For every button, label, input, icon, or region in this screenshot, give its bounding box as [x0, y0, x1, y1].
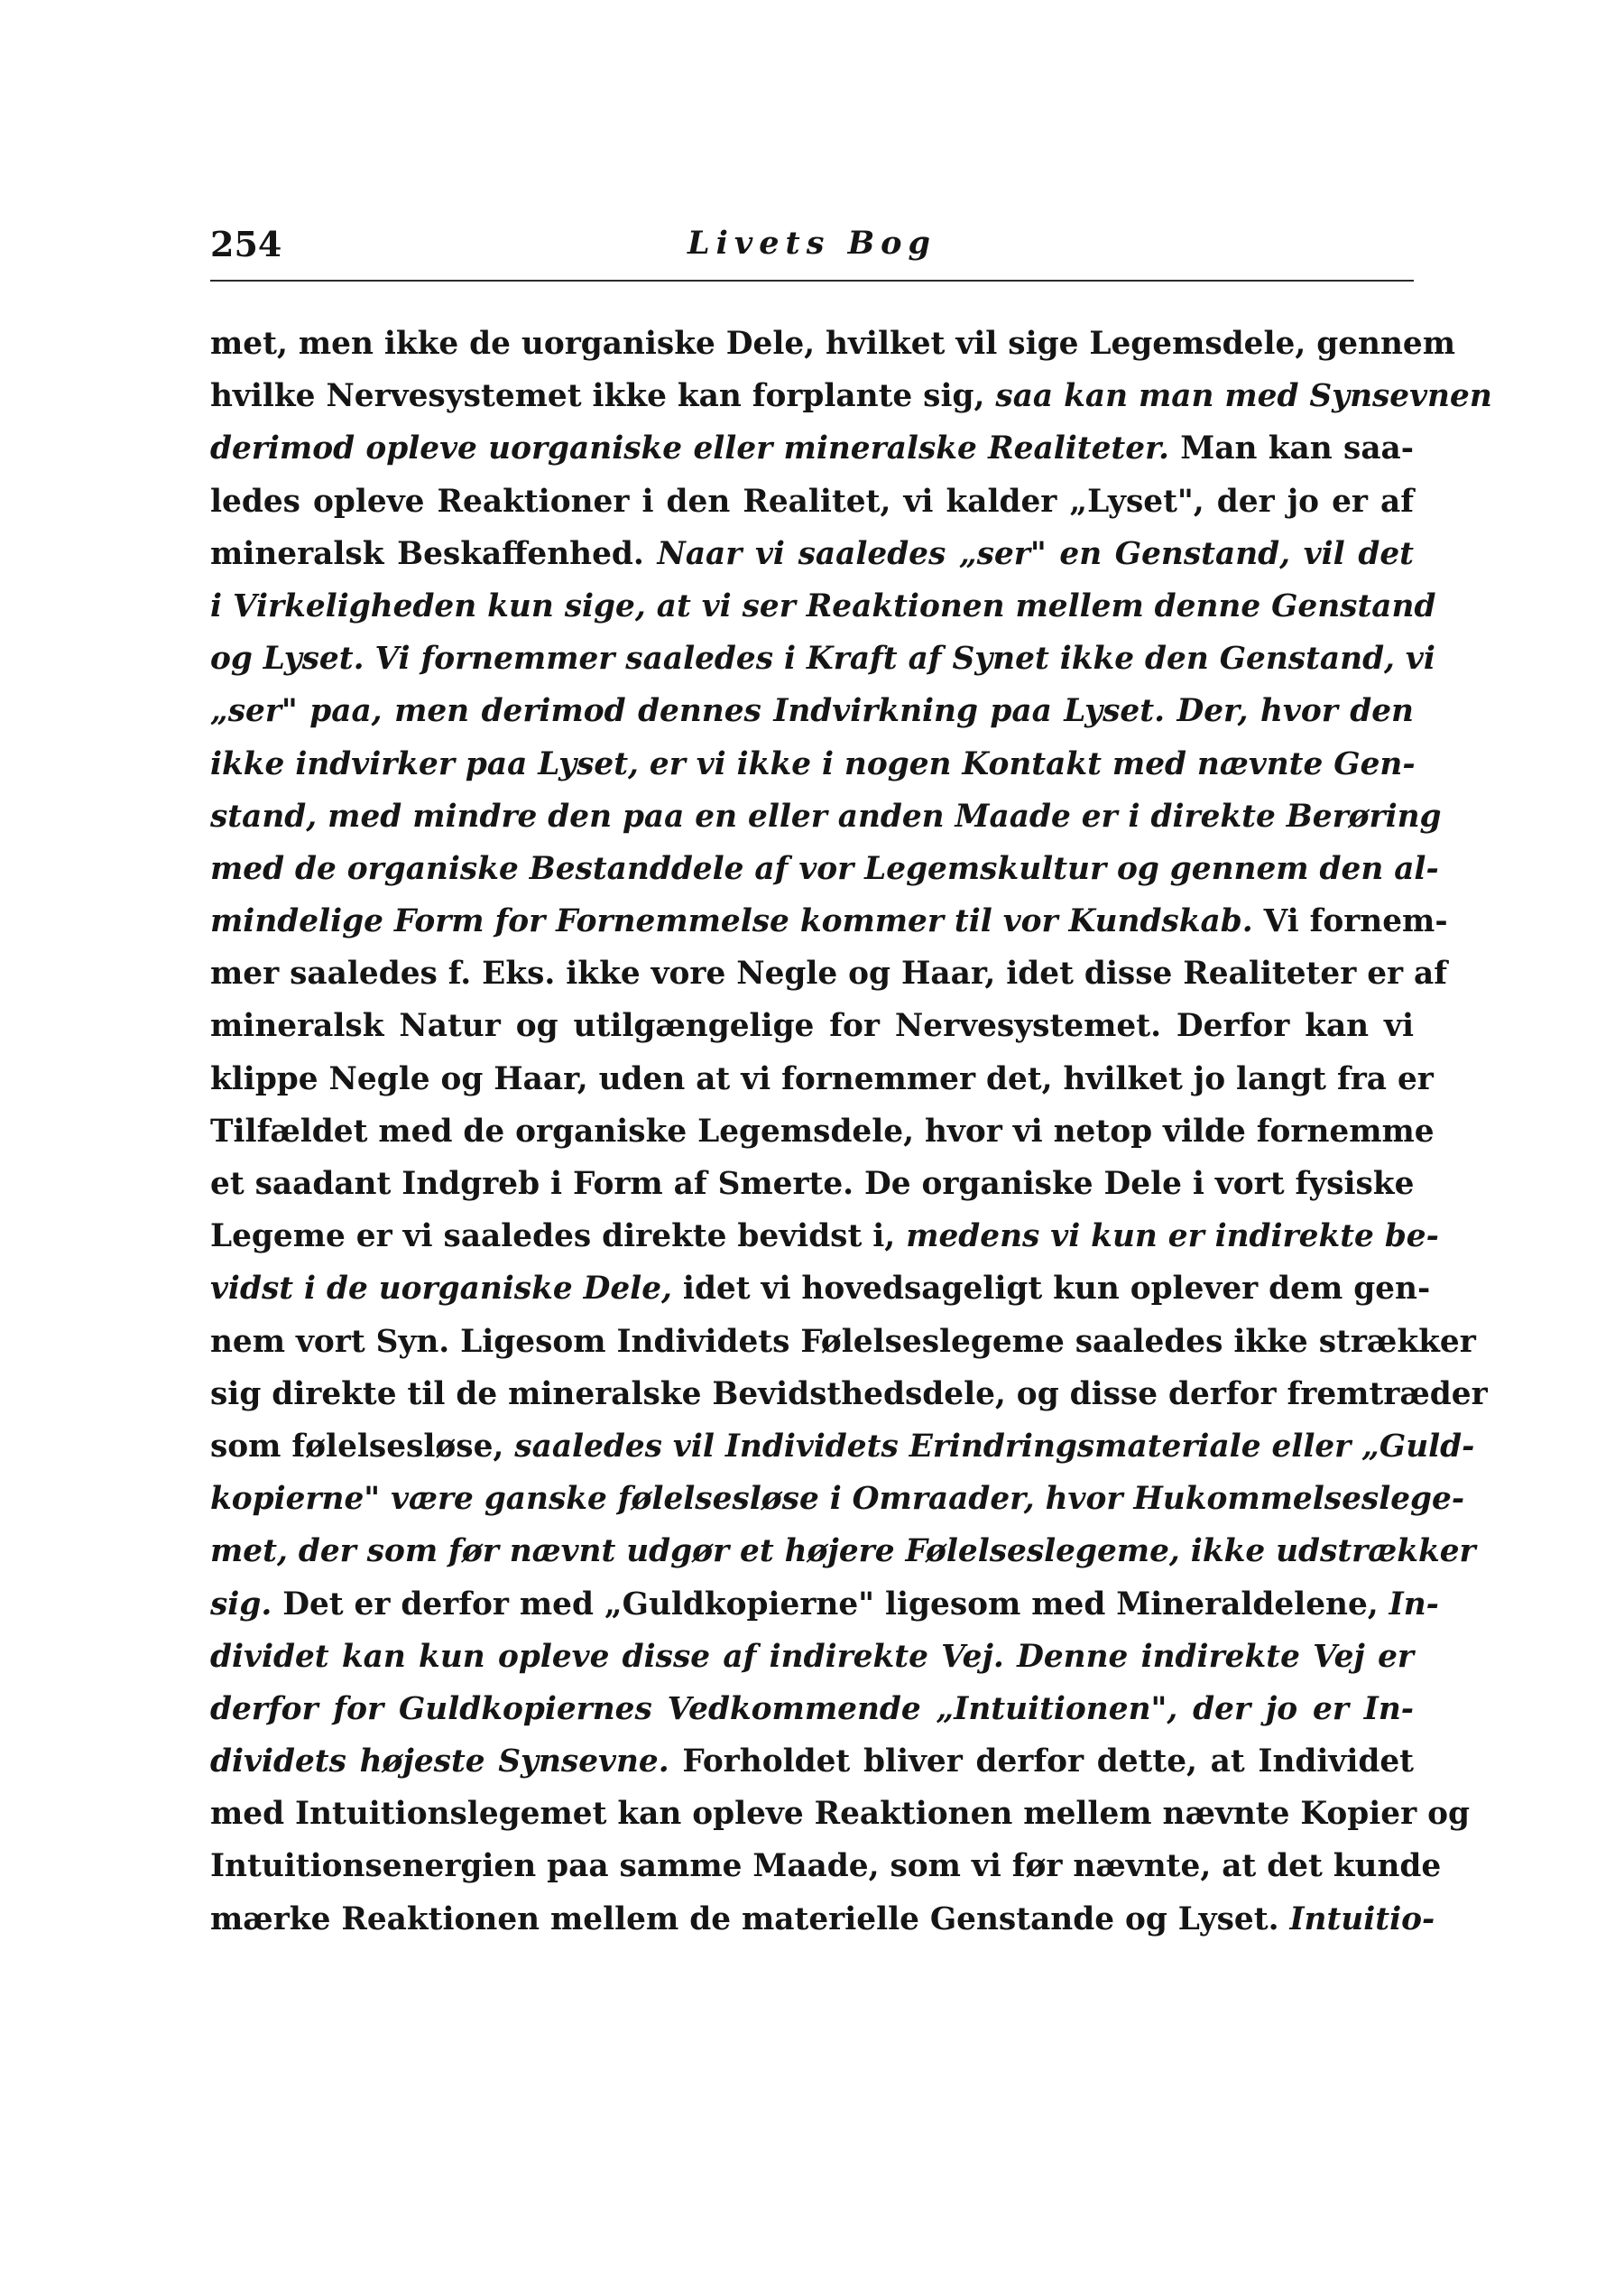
italic-text-run: medens vi kun er indirekte be-	[906, 1218, 1439, 1255]
text-line	[210, 1316, 1476, 1368]
text-line	[210, 1840, 1442, 1892]
running-title: Livets Bog	[687, 225, 937, 262]
text-run: mer saaledes f. Eks. ikke vore Negle og Haar, idet disse Realiteter er af	[210, 956, 1448, 993]
text-line	[210, 476, 1414, 528]
text-run: mærke Reaktionen mellem de materielle Genstande og Lyset.	[210, 1900, 1290, 1937]
text-run	[1004, 1639, 1017, 1675]
italic-text-run: Naar vi saaledes „ser" en Genstand, vil det	[657, 535, 1415, 572]
text-line	[210, 370, 1492, 422]
text-line	[210, 633, 1435, 685]
italic-text-run: In-	[1389, 1586, 1439, 1623]
italic-text-run: dividets højeste Synsevne.	[210, 1743, 669, 1780]
text-run: klippe Negle og Haar, uden at vi fornemmer det, hvilket jo langt fra er	[210, 1060, 1434, 1097]
text-run: sig direkte til de mineralske Bevidsthedsdele, og disse derfor fremtræder	[210, 1375, 1488, 1412]
text-line	[210, 1210, 1439, 1262]
italic-text-run: der jo er In-	[1193, 1690, 1414, 1727]
text-run: Forholdet bliver derfor dette, at Individet	[669, 1743, 1415, 1780]
text-run: Vi fornem-	[1252, 903, 1448, 940]
text-run: med Intuitionslegemet kan opleve Reaktionen mellem nævnte Kopier og	[210, 1796, 1470, 1833]
text-line	[210, 1000, 1414, 1052]
italic-text-run: stand, med mindre den paa en eller anden Maade er i direkte Berøring	[210, 798, 1442, 835]
italic-text-run: og Lyset. Vi fornemmer saaledes i Kraft af Synet ikke den Genstand, vi	[210, 641, 1435, 678]
text-line	[210, 422, 1414, 475]
text-run: Det er derfor med „Guldkopierne" ligesom med Mineraldelene,	[272, 1586, 1389, 1623]
italic-text-run: „ser" paa, men derimod dennes Indvirkning paa Lyset. Der, hvor den	[210, 693, 1414, 730]
text-run: hvilke Nervesystemet ikke kan forplante sig,	[210, 378, 996, 415]
text-line	[210, 528, 1414, 580]
text-line	[210, 1158, 1414, 1210]
text-line	[210, 738, 1414, 791]
italic-text-run: Denne indirekte Vej er	[1017, 1638, 1414, 1675]
text-line	[210, 1262, 1431, 1315]
text-line	[210, 1631, 1414, 1683]
italic-text-run: i Virkeligheden kun sige, at vi ser Reaktionen mellem denne Genstand	[210, 587, 1436, 624]
text-line	[210, 1525, 1476, 1577]
text-run: Legeme er vi saaledes direkte bevidst i,	[210, 1218, 907, 1255]
page-number: 254	[210, 224, 282, 264]
text-line	[210, 1053, 1434, 1105]
italic-text-run: vidst i de uorganiske Dele,	[210, 1271, 672, 1308]
text-line	[210, 1788, 1470, 1840]
text-line	[210, 580, 1436, 633]
text-line	[210, 948, 1448, 1000]
italic-text-run: met, der som før nævnt udgør et højere Følelseslegeme, ikke udstrækker	[210, 1533, 1476, 1570]
text-run	[1177, 1691, 1193, 1727]
text-run: ledes opleve Reaktioner i den Realitet, vi kalder „Lyset", der jo er af	[210, 483, 1414, 520]
italic-text-run: saa kan man med Synsevnen	[995, 378, 1492, 415]
text-line	[210, 843, 1439, 895]
text-line	[210, 895, 1448, 948]
text-line	[210, 318, 1455, 370]
text-run: Man kan saa-	[1168, 430, 1414, 467]
text-line	[210, 1735, 1414, 1788]
italic-text-run: dividet kan kun opleve disse af indirekte Vej.	[210, 1638, 1004, 1675]
text-run: som følelsesløse,	[210, 1428, 515, 1465]
italic-text-run: derimod opleve uorganiske eller mineralske Realiteter.	[210, 430, 1169, 467]
italic-text-run: med de organiske Bestanddele af vor Legemskultur og gennem den al-	[210, 850, 1439, 887]
text-line	[210, 1683, 1414, 1735]
text-line	[210, 1368, 1488, 1420]
italic-text-run: Intuitio-	[1289, 1900, 1435, 1937]
italic-text-run: saaledes vil Individets Erindringsmateriale eller „Guld-	[514, 1428, 1475, 1465]
italic-text-run: ikke indvirker paa Lyset, er vi ikke i nogen Kontakt med nævnte Gen-	[210, 745, 1416, 782]
text-run: met, men ikke de uorganiske Dele, hvilket vil sige Legemsdele, gennem	[210, 326, 1455, 362]
text-line	[210, 1893, 1435, 1946]
text-line	[210, 1420, 1475, 1473]
text-line	[210, 1105, 1435, 1158]
italic-text-run: sig.	[210, 1586, 272, 1623]
text-run: mineralsk Beskaffenhed.	[210, 535, 658, 572]
italic-text-run: mindelige Form for Fornemmelse kommer til vor Kundskab.	[210, 903, 1253, 940]
text-run: idet vi hovedsageligt kun oplever dem gen-	[671, 1271, 1431, 1308]
text-run: mineralsk Natur og utilgængelige for Nervesystemet. Derfor kan vi	[210, 1008, 1414, 1045]
text-line	[210, 1473, 1465, 1525]
text-run: nem vort Syn. Ligesom Individets Følelseslegeme saaledes ikke strækker	[210, 1323, 1476, 1360]
text-run: Intuitionsenergien paa samme Maade, som vi før nævnte, at det kunde	[210, 1848, 1442, 1885]
text-line	[210, 685, 1414, 737]
text-line	[210, 791, 1442, 843]
text-line	[210, 1578, 1439, 1631]
italic-text-run: derfor for Guldkopiernes Vedkommende „Intuitionen",	[210, 1690, 1178, 1727]
italic-text-run: kopierne" være ganske følelsesløse i Omraader, hvor Hukommelseslege-	[210, 1481, 1465, 1518]
body-text	[210, 318, 1492, 1946]
text-run: Tilfældet med de organiske Legemsdele, hvor vi netop vilde fornemme	[210, 1113, 1435, 1150]
page-header	[210, 224, 1414, 282]
text-run: et saadant Indgreb i Form af Smerte. De organiske Dele i vort fysiske	[210, 1166, 1415, 1202]
